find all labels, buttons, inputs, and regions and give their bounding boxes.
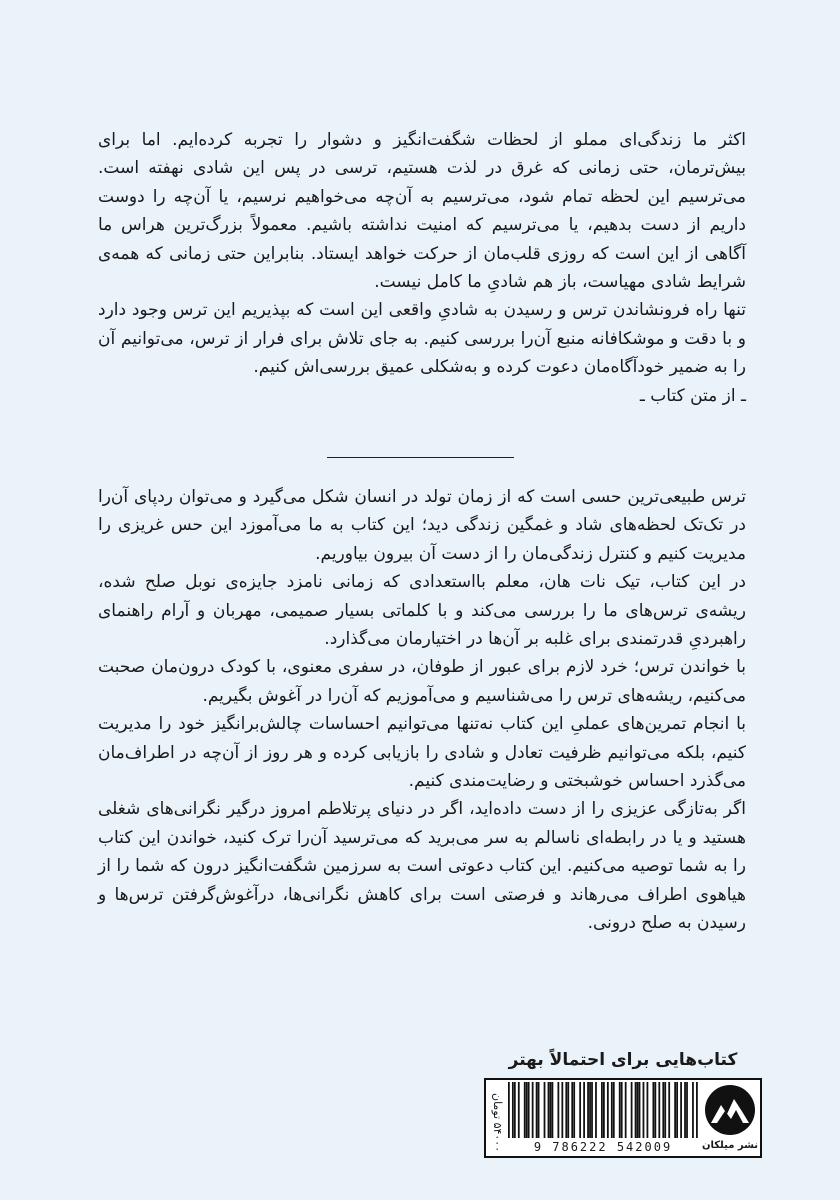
barcode-bar — [647, 1082, 649, 1138]
barcode — [508, 1082, 698, 1138]
barcode-bar — [664, 1082, 666, 1138]
barcode-bar — [536, 1082, 538, 1138]
barcode-bar — [526, 1082, 528, 1138]
barcode-bar — [674, 1082, 676, 1138]
barcode-bar — [528, 1082, 530, 1138]
excerpt-paragraph: تنها راه فرونشاندن ترس و رسیدن به شادیِ واقعی این است که بپذیریم این ترس وجود دارد و با دقت و موشکافانه منبع آن‌را بررسی کنیم. به جای تلاش برای فرار از ترس، می‌توانیم آن را به ضمیر خودآگاه‌مان دعوت کرده و به‌شکلی عمیق بررسی‌اش کنیم. — [98, 300, 746, 378]
description-paragraph: با انجام تمرین‌های عملیِ این کتاب نه‌تنها می‌توانیم احساسات چالش‌برانگیز خود را مدیریت کنیم، بلکه می‌توانیم ظرفیت تعادل و شادی را بازیابی کرده و هر روز از آن‌چه در اطراف‌مان می‌گذرد احساس خوشبختی و رضایت‌مندی کنیم. — [98, 714, 746, 792]
barcode-bar — [635, 1082, 637, 1138]
description-block — [98, 483, 746, 938]
barcode-bar — [621, 1082, 623, 1138]
barcode-bar — [557, 1082, 559, 1138]
excerpt-block — [98, 126, 746, 410]
barcode-bar — [579, 1082, 581, 1138]
barcode-bar — [550, 1082, 552, 1138]
barcode-bar — [544, 1082, 546, 1138]
barcode-bar — [696, 1082, 698, 1138]
barcode-bar — [625, 1082, 627, 1138]
price-label: ۵۴۰۰۰ تومان — [491, 1093, 504, 1153]
barcode-bar — [518, 1082, 520, 1138]
barcode-bar — [676, 1082, 678, 1138]
description-paragraph: اگر به‌تازگی عزیزی را از دست داده‌اید، اگر در دنیای پرتلاطم امروز درگیر نگرانی‌های شغلی هستید و یا در رابطه‌ای ناسالم به سر می‌برید که می‌ترسید آن‌را ترک کنید، خواندن این کتاب را به شما توصیه می‌کنیم. این کتاب دعوتی است به سرزمین شگفت‌انگیز درون که شما را از هیاهوی اطراف می‌رهاند و فرصتی است برای کاهش نگرانی‌ها، درآغوش‌گرفتن ترس‌ها و رسیدن به صلح درونی. — [98, 799, 746, 934]
excerpt-attribution: ـ از متن کتاب ـ — [639, 385, 746, 406]
barcode-bar — [561, 1082, 563, 1138]
barcode-bar — [668, 1082, 670, 1138]
barcode-bar — [662, 1082, 664, 1138]
description-paragraph: با خواندن ترس؛ خرد لازم برای عبور از طوفان، در سفری معنوی، با کودک درون‌مان صحبت می‌کنیم، ریشه‌های ترس را می‌شناسیم و می‌آموزیم که آن‌را در آغوش بگیریم. — [98, 657, 746, 706]
publisher-name: نشر میلکان — [701, 1140, 759, 1151]
barcode-bar — [631, 1082, 633, 1138]
excerpt-paragraph: اکثر ما زندگی‌ای مملو از لحظات شگفت‌انگیز و دشوار را تجربه کرده‌ایم. اما برای بیش‌ترمان، حتی زمانی که غرق در لذت هستیم، ترسی در پس این شادی نهفته است. می‌ترسیم این لحظه تمام شود، می‌ترسیم به آن‌چه می‌خواهیم نرسیم، یا آن‌چه را دوست داریم از دست بدهیم، یا می‌ترسیم که امنیت نداشته باشیم. معمولاً بزرگ‌ترین هراس ما آگاهی از این است که روزی قلب‌مان از حرکت خواهد ایستاد. بنابراین حتی زمانی که همه‌ی شرایط شادی مهیاست، باز هم شادیِ ما کامل نیست. — [98, 130, 746, 293]
barcode-bar — [512, 1082, 514, 1138]
publisher-logo-icon — [703, 1083, 757, 1137]
barcode-bar — [514, 1082, 516, 1138]
barcode-bar — [532, 1082, 534, 1138]
barcode-bar — [643, 1082, 645, 1138]
barcode-bar — [552, 1082, 554, 1138]
description-paragraph: ترس طبیعی‌ترین حسی است که از زمان تولد در انسان شکل می‌گیرد و می‌توان ردپای آن‌را در تک‌تک لحظه‌های شاد و غمگین زندگی دید؛ این کتاب به ما می‌آموزد این حس غریزی را مدیریت کنیم و کنترل زندگی‌مان را از دست آن بیرون بیاوریم. — [98, 487, 746, 564]
barcode-bar — [607, 1082, 609, 1138]
barcode-bar — [591, 1082, 593, 1138]
barcode-bar — [619, 1082, 621, 1138]
barcode-bar — [692, 1082, 694, 1138]
barcode-bar — [565, 1082, 567, 1138]
barcode-bar — [587, 1082, 589, 1138]
barcode-bar — [686, 1082, 688, 1138]
barcode-bar — [639, 1082, 641, 1138]
barcode-bar — [583, 1082, 585, 1138]
section-divider — [327, 457, 514, 458]
barcode-bar — [613, 1082, 615, 1138]
barcode-bar — [611, 1082, 613, 1138]
barcode-bar — [538, 1082, 540, 1138]
barcode-bar — [508, 1082, 510, 1138]
barcode-bar — [601, 1082, 603, 1138]
series-title: کتاب‌هایی برای احتمالاً بهتر — [508, 1050, 738, 1070]
barcode-bar — [548, 1082, 550, 1138]
barcode-bar — [595, 1082, 597, 1138]
isbn-number: 9 786222 542009 — [533, 1140, 673, 1154]
barcode-bar — [680, 1082, 682, 1138]
barcode-bar — [654, 1082, 656, 1138]
barcode-bar — [658, 1082, 660, 1138]
barcode-bar — [571, 1082, 573, 1138]
barcode-bar — [567, 1082, 569, 1138]
barcode-bar — [603, 1082, 605, 1138]
barcode-bar — [573, 1082, 575, 1138]
barcode-bar — [684, 1082, 686, 1138]
barcode-bar — [589, 1082, 591, 1138]
description-paragraph: در این کتاب، تیک نات هان، معلم بااستعدادی که زمانی نامزد جایزه‌ی نوبل صلح شده، ریشه‌ی ترس‌های ما را بررسی می‌کند و با کلماتی بسیار صمیمی، مهربان و آرام راهنمای راهبردیِ قدرتمندی برای غلبه بر آن‌ها در اختیارمان می‌گذارد. — [98, 572, 746, 650]
barcode-bar — [652, 1082, 654, 1138]
barcode-bar — [524, 1082, 526, 1138]
barcode-bar — [637, 1082, 639, 1138]
